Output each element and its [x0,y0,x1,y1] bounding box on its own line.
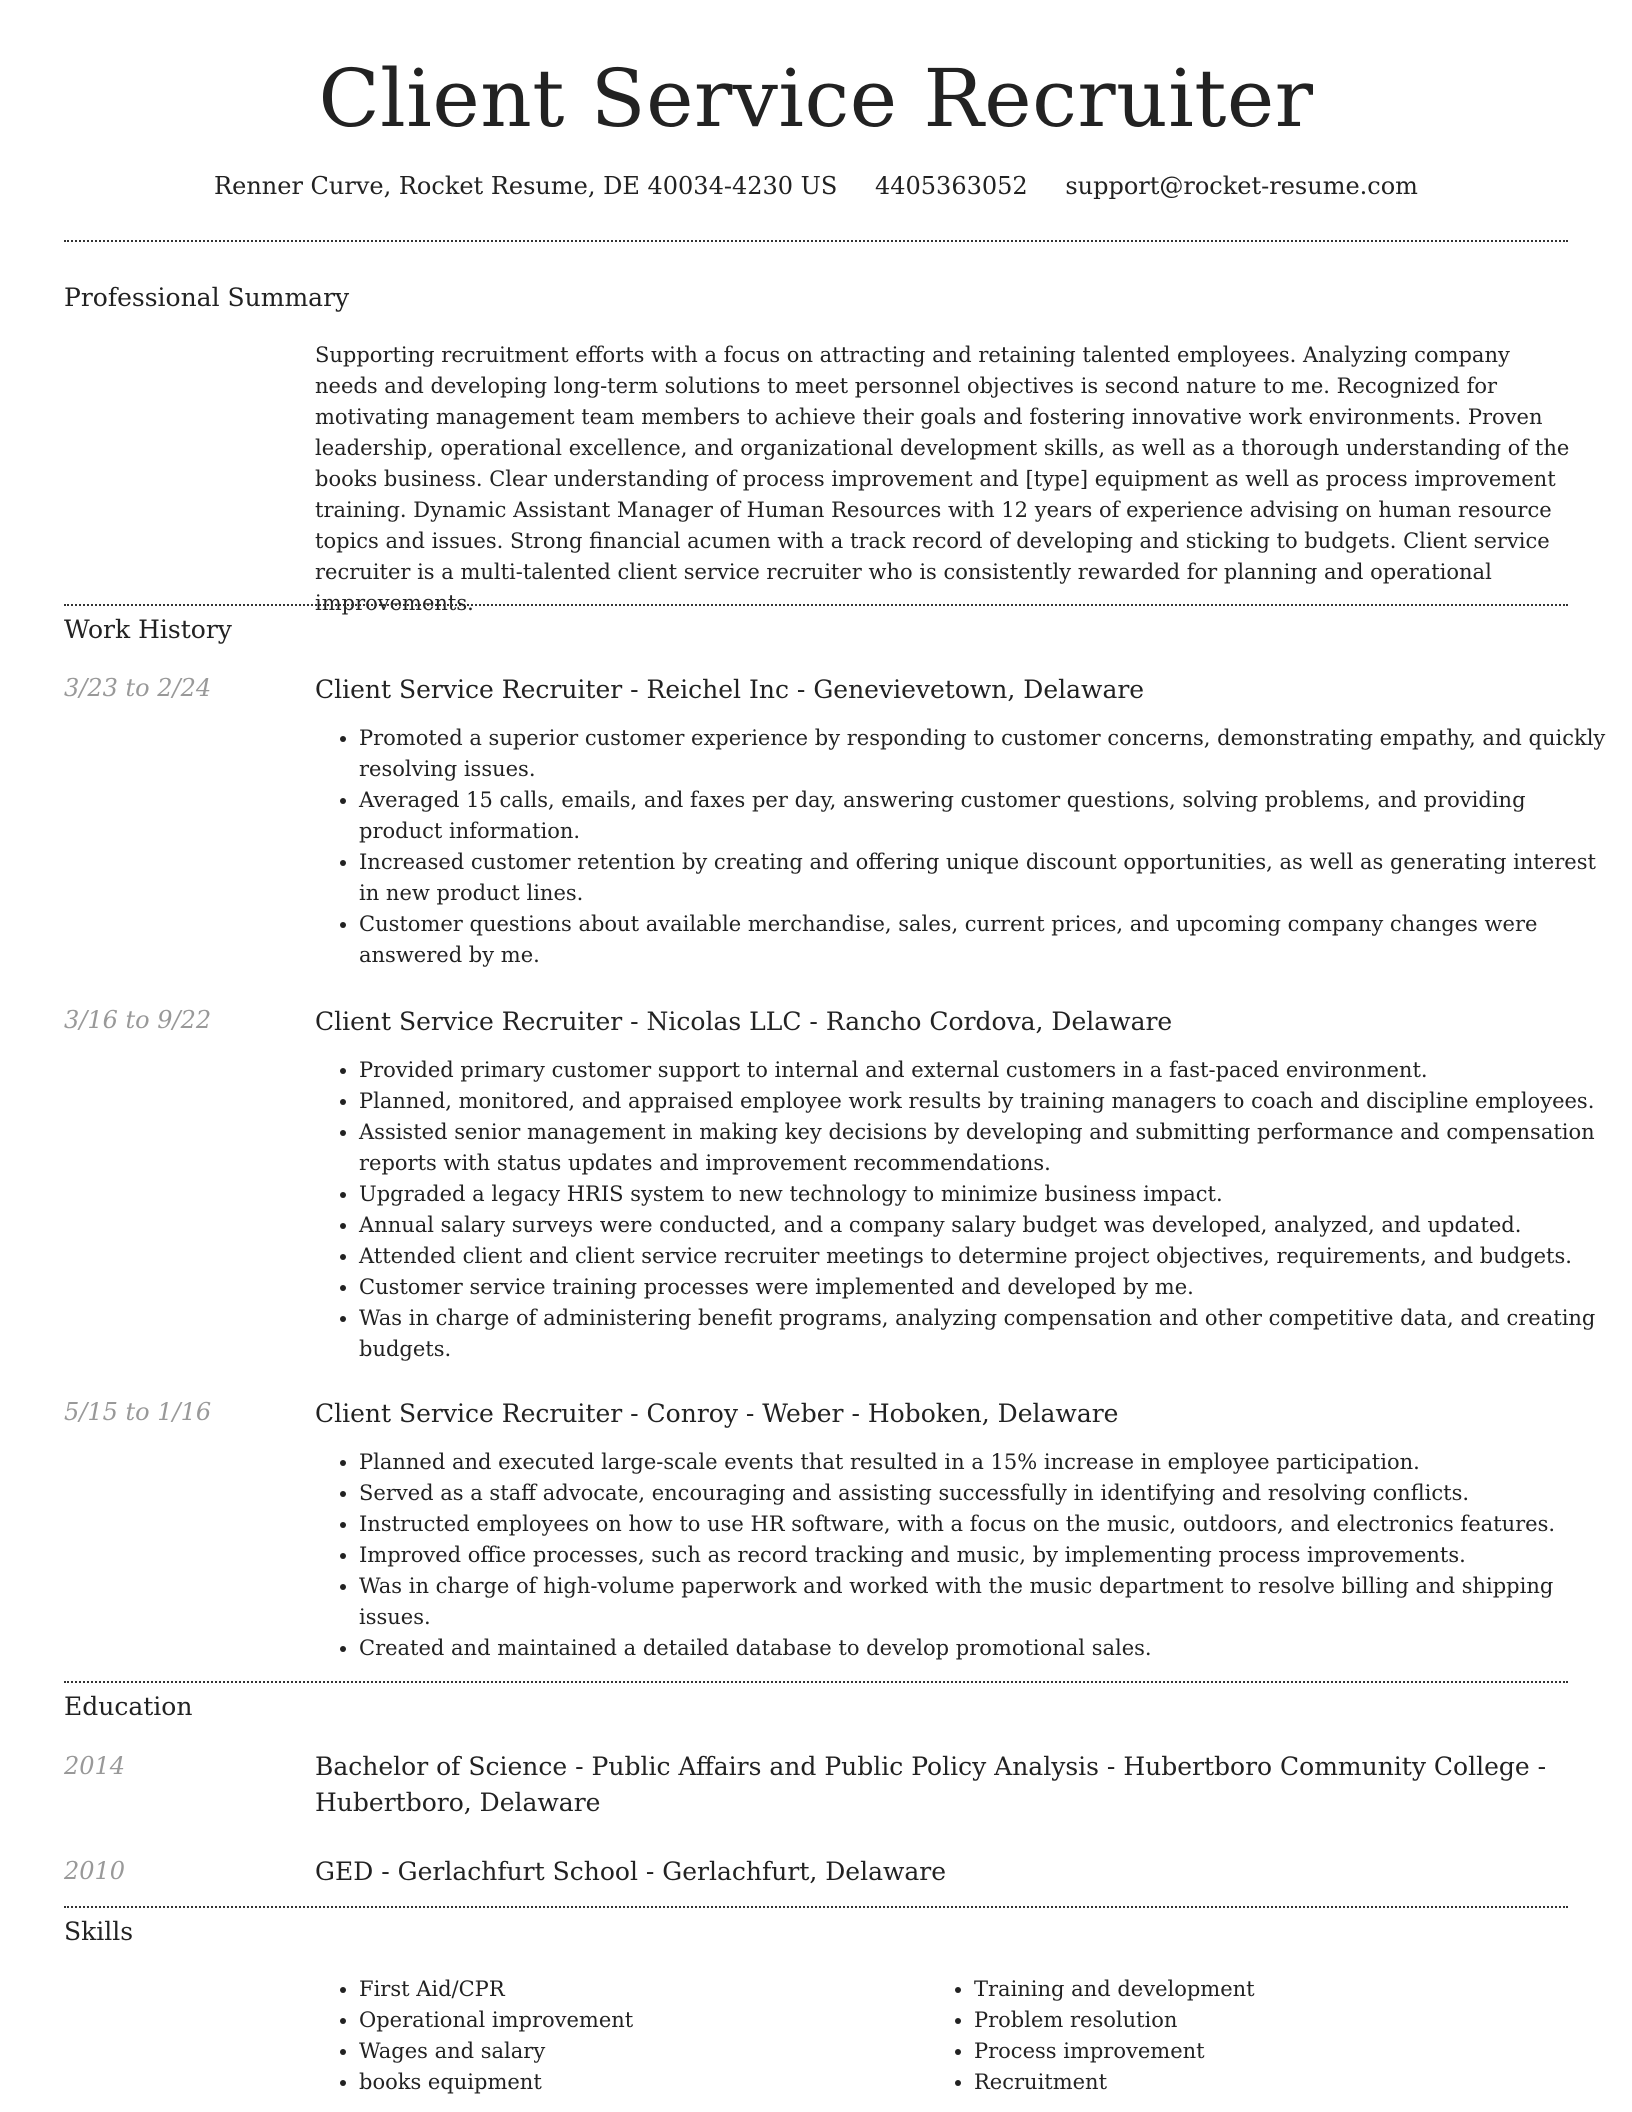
job-bullet: • Upgraded a legacy HRIS system to new technology to minimize business impact. [359,1179,1614,1210]
job-bullet: • Assisted senior management in making key decisions by developing and submitting performance and compensation reports with status updates and improvement recommendations. [359,1117,1614,1179]
education-year: 2010 [64,1857,126,1885]
job-bullets [315,1055,1614,1365]
job-bullets [315,1447,1614,1664]
job-heading: Client Service Recruiter - Reichel Inc - Genevievetown, Delaware [315,675,1145,704]
job-heading: Client Service Recruiter - Conroy - Weber - Hoboken, Delaware [315,1399,1119,1428]
job-bullets [315,723,1614,971]
skill-item: • First Aid/CPR [359,1974,919,2005]
job-bullet: • Annual salary surveys were conducted, and a company salary budget was developed, analyzed, and updated. [359,1210,1614,1241]
contact-info [0,172,1632,200]
divider [64,1681,1568,1683]
skill-item: • Operational improvement [359,2005,919,2036]
divider [64,240,1568,242]
summary-text: Supporting recruitment efforts with a focus on attracting and retaining talented employees. Analyzing company needs and developing long-term solutions to meet personnel objectives is second nature to me. Recognized for motivating management team members to achieve their goals and fostering innovative work environments. Proven leadership, operational excellence, and organizational development skills, as well as a thorough understanding of the books business. Clear understanding of process improvement and [type] equipment as well as process improvement training. Dynamic Assistant Manager of Human Resources with 12 years of experience advising on human resource topics and issues. Strong financial acumen with a track record of developing and sticking to budgets. Client service recruiter is a multi-talented client service recruiter who is consistently rewarded for planning and operational improvements. [315,343,1570,615]
job-bullet: • Instructed employees on how to use HR software, with a focus on the music, outdoors, and electronics features. [359,1509,1614,1540]
divider [64,604,1568,606]
skill-item: • Process improvement [974,2036,1574,2067]
contact-email: support@rocket-resume.com [1065,172,1418,200]
section-title-skills: Skills [64,1917,134,1946]
skill-item: • Problem resolution [974,2005,1574,2036]
job-bullet: • Was in charge of administering benefit programs, analyzing compensation and other competitive data, and creating budgets. [359,1303,1614,1365]
section-title-work: Work History [64,615,232,644]
skill-item: • Wages and salary [359,2036,919,2067]
job-bullet: • Was in charge of high-volume paperwork and worked with the music department to resolve billing and shipping issues. [359,1571,1614,1633]
resume-name: Client Service Recruiter [318,52,1314,145]
job-dates: 3/16 to 9/22 [64,1006,212,1034]
divider [64,1906,1568,1908]
job-bullet: • Promoted a superior customer experience by responding to customer concerns, demonstrating empathy, and quickly resolving issues. [359,723,1614,785]
job-bullet: • Attended client and client service recruiter meetings to determine project objectives, requirements, and budgets. [359,1241,1614,1272]
job-bullet: • Provided primary customer support to internal and external customers in a fast-paced environment. [359,1055,1614,1086]
job-bullet: • Averaged 15 calls, emails, and faxes per day, answering customer questions, solving problems, and providing product information. [359,785,1614,847]
job-dates: 3/23 to 2/24 [64,674,212,702]
job-bullet: • Customer service training processes were implemented and developed by me. [359,1272,1614,1303]
skill-item: • Recruitment [974,2067,1574,2098]
job-bullet: • Served as a staff advocate, encouraging and assisting successfully in identifying and resolving conflicts. [359,1478,1614,1509]
job-dates: 5/15 to 1/16 [64,1398,212,1426]
contact-address: Renner Curve, Rocket Resume, DE 40034-4230 US [214,172,838,200]
education-year: 2014 [64,1752,126,1780]
skill-item: • Training and development [974,1974,1574,2005]
education-entry: Bachelor of Science - Public Affairs and Public Policy Analysis - Hubertboro Community College - Hubertboro, Delaware [315,1752,1547,1817]
education-entry: GED - Gerlachfurt School - Gerlachfurt, Delaware [315,1857,947,1886]
skills-list-right [930,1974,1574,2098]
job-bullet: • Customer questions about available merchandise, sales, current prices, and upcoming company changes were answered by me. [359,909,1614,971]
section-title-education: Education [64,1692,193,1721]
job-bullet: • Increased customer retention by creating and offering unique discount opportunities, as well as generating interest in new product lines. [359,847,1614,909]
skill-item: • books equipment [359,2067,919,2098]
skills-list-left [315,1974,919,2098]
section-title-summary: Professional Summary [64,283,350,312]
job-heading: Client Service Recruiter - Nicolas LLC - Rancho Cordova, Delaware [315,1007,1173,1036]
contact-phone: 4405363052 [874,172,1028,200]
job-bullet: • Improved office processes, such as record tracking and music, by implementing process improvements. [359,1540,1614,1571]
job-bullet: • Planned, monitored, and appraised employee work results by training managers to coach and discipline employees. [359,1086,1614,1117]
job-bullet: • Created and maintained a detailed database to develop promotional sales. [359,1633,1614,1664]
job-bullet: • Planned and executed large-scale events that resulted in a 15% increase in employee participation. [359,1447,1614,1478]
